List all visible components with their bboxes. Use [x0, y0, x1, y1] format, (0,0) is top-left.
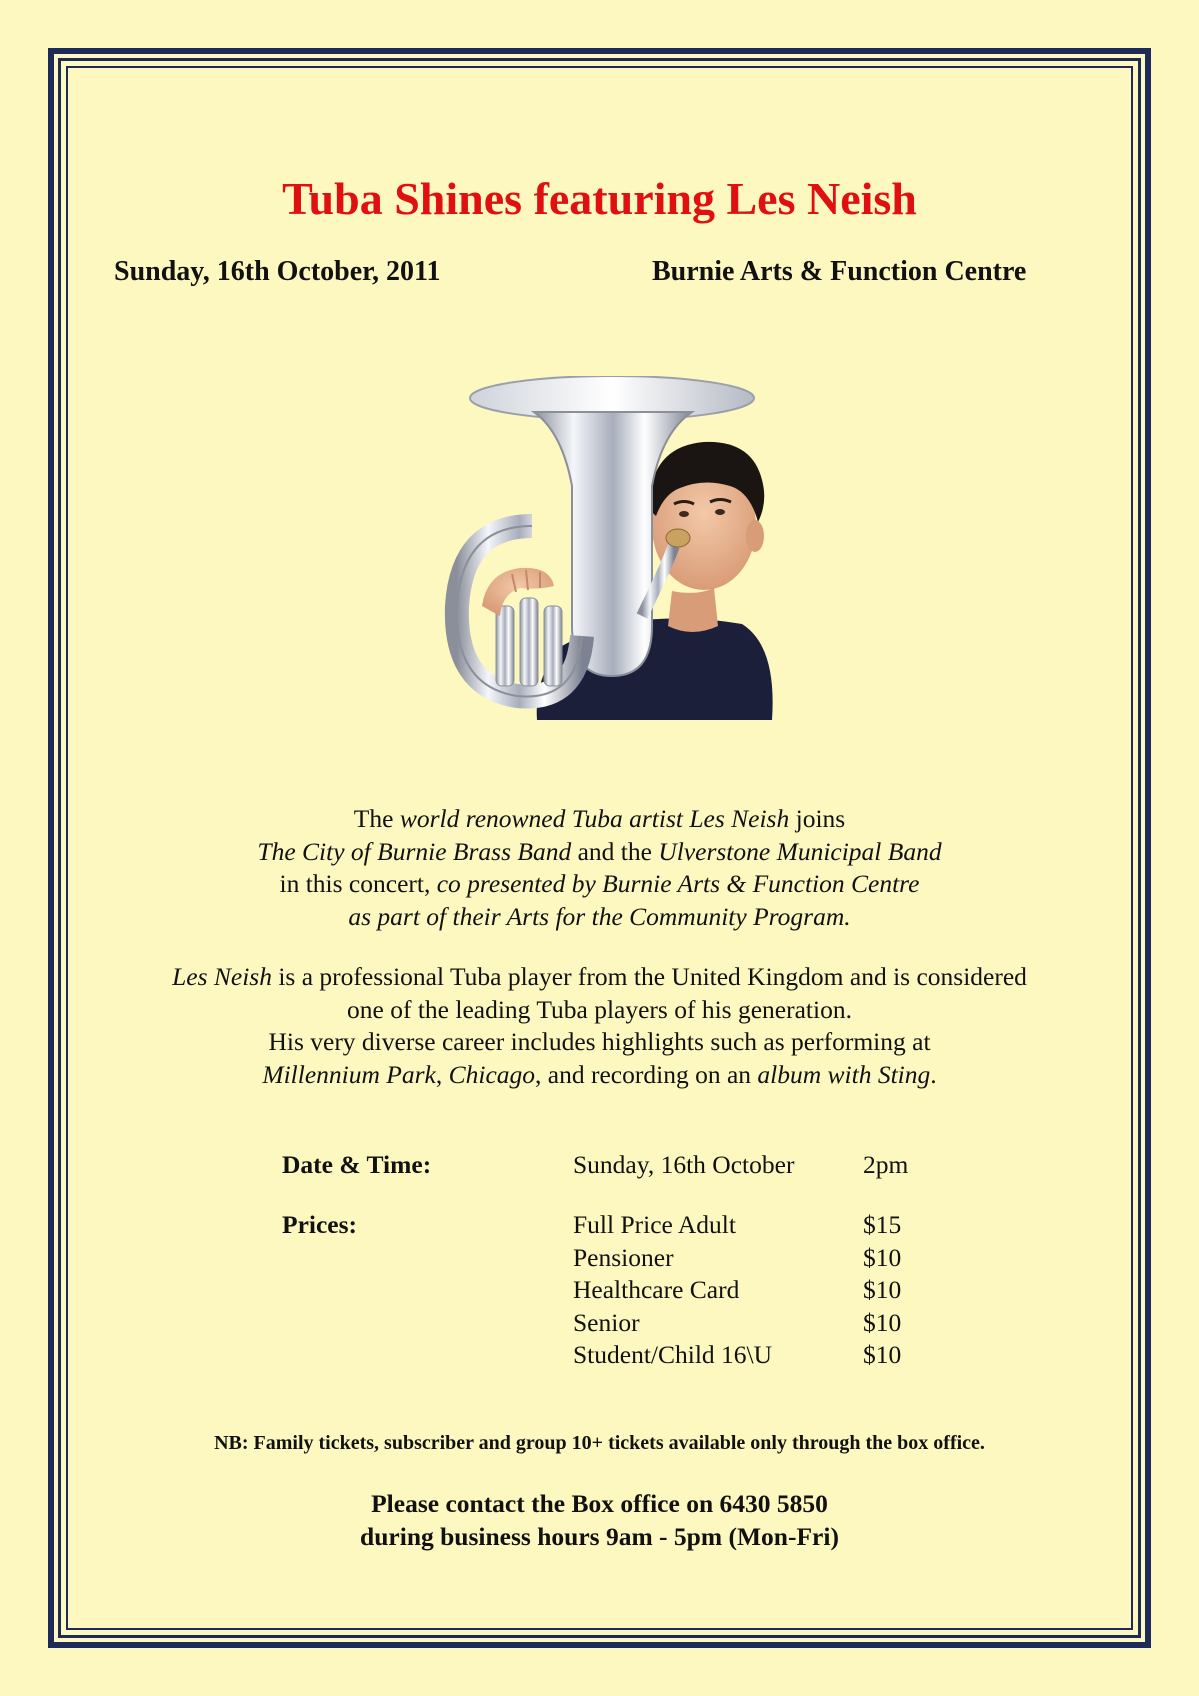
- event-date: Sunday, 16th October, 2011: [114, 256, 441, 287]
- intro-line-2: The City of Burnie Brass Band and the Ulverstone Municipal Band: [257, 836, 942, 866]
- prices-label: Prices:: [282, 1210, 358, 1239]
- price-amount: $10: [863, 1275, 902, 1304]
- event-venue: Burnie Arts & Function Centre: [652, 256, 1027, 287]
- price-category: Student/Child 16\U: [573, 1340, 773, 1369]
- intro-line-1: The world renowned Tuba artist Les Neish joins: [353, 804, 846, 833]
- intro-paragraph: [80, 803, 1119, 933]
- price-amount: $10: [863, 1340, 902, 1369]
- price-category: Pensioner: [573, 1242, 674, 1272]
- contact-line-2: during business hours 9am - 5pm (Mon-Fri): [360, 1522, 839, 1551]
- price-category: Senior: [573, 1307, 640, 1337]
- ticket-note: NB: Family tickets, subscriber and group 10+ tickets available only through the box office.: [214, 1432, 985, 1454]
- event-title: Tuba Shines featuring Les Neish: [282, 173, 917, 224]
- price-amount: $15: [863, 1210, 902, 1239]
- bio-line-1: Les Neish is a professional Tuba player from the United Kingdom and is considered: [172, 962, 1027, 991]
- bio-paragraph: [80, 961, 1119, 1091]
- intro-line-3: in this concert, co presented by Burnie Arts & Function Centre: [279, 869, 920, 898]
- intro-line-4: as part of their Arts for the Community Program.: [348, 901, 851, 931]
- price-amount: $10: [863, 1242, 902, 1272]
- bio-line-4: Millennium Park, Chicago, and recording on an album with Sting.: [262, 1059, 937, 1089]
- date-time-label: Date & Time:: [282, 1150, 432, 1179]
- bio-line-2: one of the leading Tuba players of his generation.: [347, 994, 852, 1024]
- contact-line-1: Please contact the Box office on 6430 5850: [371, 1489, 828, 1518]
- price-category: Healthcare Card: [573, 1275, 740, 1304]
- tuba-player-photo: [442, 376, 794, 720]
- price-amount: $10: [863, 1307, 902, 1337]
- bio-line-3: His very diverse career includes highlights such as performing at: [268, 1027, 931, 1056]
- time-value: 2pm: [863, 1150, 909, 1179]
- price-category: Full Price Adult: [573, 1210, 736, 1239]
- date-value: Sunday, 16th October: [573, 1150, 795, 1179]
- box-office-contact: [0, 1487, 1199, 1553]
